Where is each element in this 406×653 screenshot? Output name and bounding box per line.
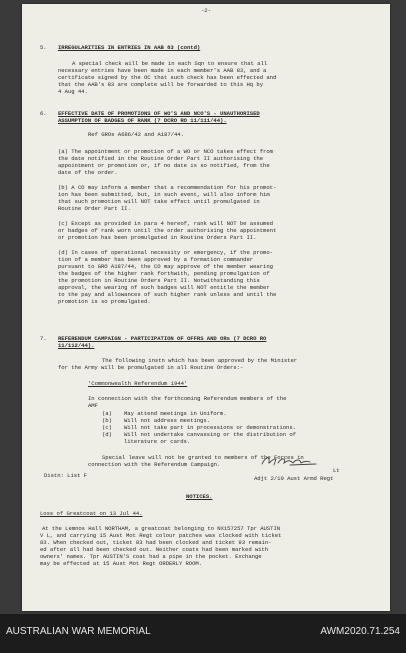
section-6-number: 6. [40,110,47,117]
list-item-continuation: literature or cards. [124,438,191,445]
notice-line: owners' names. Tpr AUSTIN'S coat had a pipe in the pocket. Exchange [40,553,262,560]
section-6d-line: (d) In cases of operational necessity or emergency, if the promo- [58,249,273,256]
section-6b-line: (b) A CO may inform a member that a recommendation for his promot- [58,184,277,191]
notice-line: V L, and carrying 15 Aust Mot Regt colour patches was clocked with ticket [40,532,282,539]
section-6b-line: that such promotion will NOT take effect until promulgated in [58,198,260,205]
section-7-heading: REFERENDUM CAMPAIGN - PARTICIPATION OF OFFRS AND ORs (7 DCRO RO [58,335,267,342]
section-7-lead: In connection with the forthcoming Referendum members of the [88,395,287,402]
section-6a-line: (a) The appointment or promotion of a WO or NCO takes effect from [58,148,273,155]
notice-line: At the Lemnos Hall NORTHAM, a greatcoat belonging to NX157257 Tpr AUSTIN [42,525,281,532]
section-5-line: that the AAB's 83 are complete will be forwarded to this Hq by [58,81,264,88]
section-6a-line: the date notified in the Routine Order Part II authorising the [58,155,264,162]
section-6d-line: the badges of the higher rank forthwith, pending promulgation of [58,270,270,277]
section-6a-line: appointment or promotion or, if no date is so notified, from the [58,162,270,169]
section-6-heading: EFFECTIVE DATE OF PROMOTIONS OF WO'S AND NCO'S - UNAUTHORISED [58,110,260,117]
section-6b-line: Routine Order Part II. [58,205,131,212]
section-7-intro: The following instn which has been approved by the Minister [102,357,298,364]
section-6d-line: tion of a member has been approved by a formation commander [58,256,254,263]
section-7-number: 7. [40,335,47,342]
archive-footer [0,614,406,653]
section-6c-line: (c) Except as provided in para 4 hereof, rank will NOT be assumed [58,220,273,227]
section-5-heading: IRREGULARITIES IN ENTRIES IN AAB 83 (contd) [58,44,201,51]
list-item-text: Will not take part in processions or demonstrations. [124,424,296,431]
document-page [22,4,390,611]
section-6-heading: ASSUMPTION OF BADGES OF RANK (7 DCRO RO 11/111/44). [58,117,227,124]
signatory-appointment: Adjt 2/10 Aust Armd Regt [254,475,334,482]
notice-line: ed after all had been checked out. Neither coats had been marked with [40,546,269,553]
section-6d-line: the promotion in Routine Orders Part II. Notwithstanding this [58,277,260,284]
handwritten-signature [260,454,318,468]
list-item-text: Will not undertake canvassing or the distribution of [124,431,296,438]
section-7-intro: for the Army will be promulgated in all Routine Orders:- [58,364,244,371]
section-5-line: necessary entries have been made in each member's AAB 83, and a [58,67,267,74]
footer-institution: AUSTRALIAN WAR MEMORIAL [6,626,151,637]
section-7-closing: Special leave will not be granted to members of the Forces in [102,454,304,461]
section-6b-line: ion has been submitted, but, in such event, will also inform him [58,191,270,198]
list-item-key: (a) [102,410,112,417]
notice-line: may be effected at 15 Aust Mot Regt ORDERLY ROOM. [40,560,203,567]
section-7-closing: connection with the Referendum Campaign. [88,461,221,468]
section-6-reference: Ref GROs A686/42 and A187/44. [88,131,184,138]
notice-title: Loss of Greatcoat on 13 Jul 44. [40,510,143,517]
distribution-list: Distn: List F [44,472,87,479]
section-6d-line: to the pay and allowances of such higher rank unless and until the [58,291,277,298]
section-6d-line: promotion is so promulgated. [58,298,151,305]
notices-heading: NOTICES. [186,493,213,500]
section-7-heading: 11/112/44). [58,342,95,349]
section-6d-line: pursuant to GRO A187/44, the CO may approve of the member wearing [58,263,273,270]
section-5-number: 5. [40,44,47,51]
page-number: -2- [201,7,211,14]
section-6c-line: or promotion has been promulgated in Routine Orders Part II. [58,234,257,241]
list-item-key: (c) [102,424,112,431]
list-item-text: May attend meetings in Uniform. [124,410,227,417]
section-5-line: certificate signed by the OC that such check has been effected and [58,74,277,81]
section-6a-line: date of the order. [58,169,118,176]
signatory-rank: Lt [333,467,340,474]
section-6c-line: or badges of rank worn until the order authorising the appointment [58,227,277,234]
list-item-text: Will not address meetings. [124,417,210,424]
section-5-line: 4 Aug 44. [58,88,88,95]
section-7-lead: AMF [88,402,98,409]
section-5-line: A special check will be made in each Sqn to ensure that all [72,60,268,67]
footer-catalogue-id: AWM2020.71.254 [320,626,400,637]
list-item-key: (b) [102,417,112,424]
notice-line: 83. When checked out, ticket 83 had been clocked and ticket 93 remain- [40,539,272,546]
section-6d-line: approval, the wearing of such badges will NOT entitle the member [58,284,270,291]
quote-title: 'Commonwealth Referendum 1944' [88,380,188,387]
list-item-key: (d) [102,431,112,438]
